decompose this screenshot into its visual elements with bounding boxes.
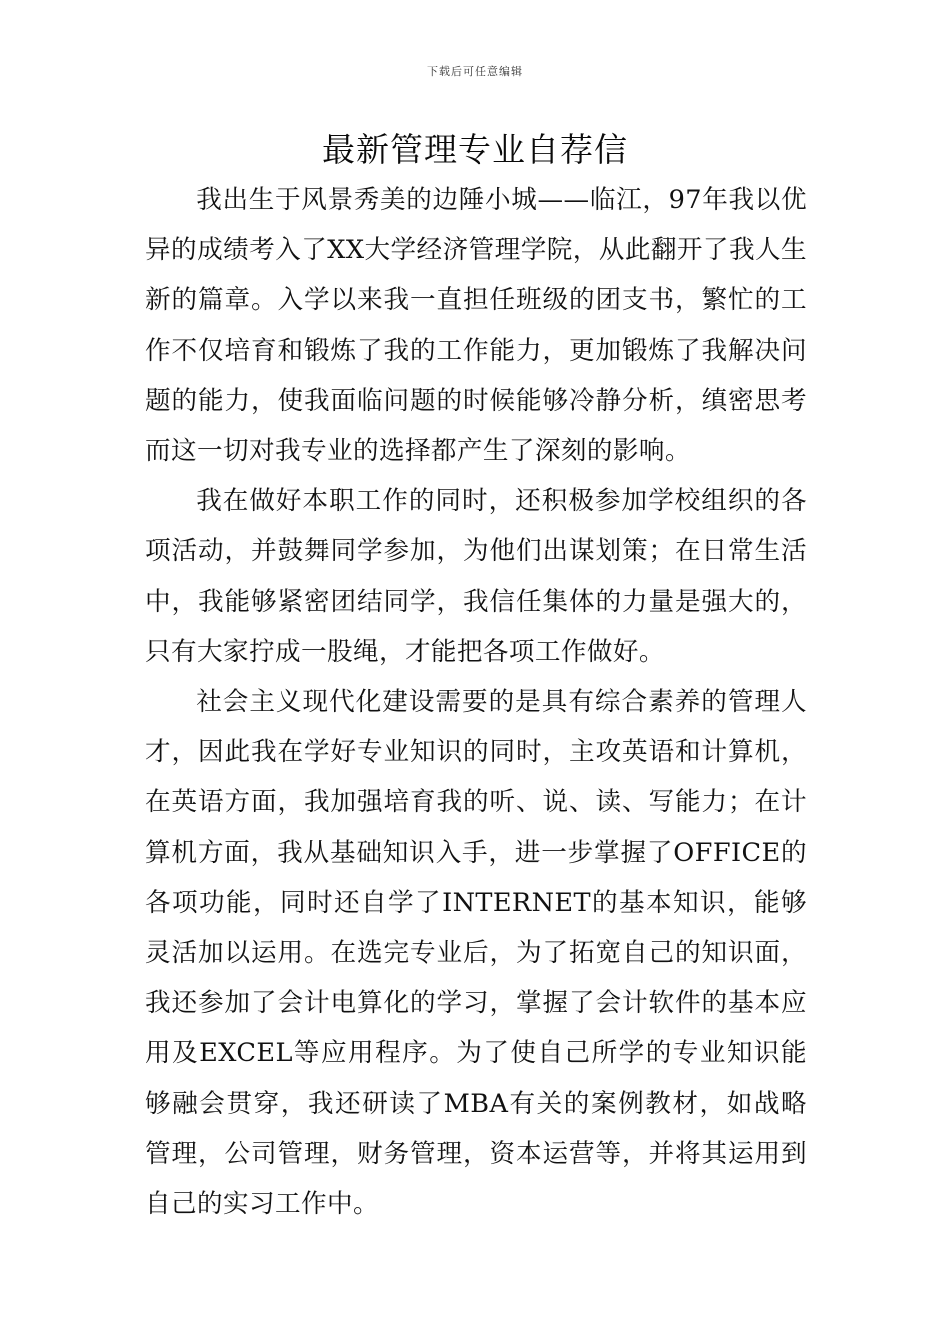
paragraph-2: 我在做好本职工作的同时，还积极参加学校组织的各项活动，并鼓舞同学参加，为他们出谋划策；在日常生活中，我能够紧密团结同学，我信任集体的力量是强大的，只有大家拧成一股绳，才能把各项工作做好。 bbox=[145, 486, 807, 667]
header-note: 下载后可任意编辑 bbox=[427, 65, 523, 78]
paragraph-1: 我出生于风景秀美的边陲小城——临江，97年我以优异的成绩考入了XX大学经济管理学院，从此翻开了我人生新的篇章。入学以来我一直担任班级的团支书，繁忙的工作不仅培育和锻炼了我的工作能力，更加锻炼了我解决问题的能力，使我面临问题的时候能够冷静分析，缜密思考而这一切对我专业的选择都产生了深刻的影响。 bbox=[145, 185, 807, 467]
document-title: 最新管理专业自荐信 bbox=[322, 130, 628, 169]
letter-body bbox=[145, 175, 807, 1229]
paragraph-3: 社会主义现代化建设需要的是具有综合素养的管理人才，因此我在学好专业知识的同时，主攻英语和计算机，在英语方面，我加强培育我的听、说、读、写能力；在计算机方面，我从基础知识入手，进一步掌握了OFFICE的各项功能，同时还自学了INTERNET的基本知识，能够灵活加以运用。在选完专业后，为了拓宽自己的知识面，我还参加了会计电算化的学习，掌握了会计软件的基本应用及EXCEL等应用程序。为了使自己所学的专业知识能够融会贯穿，我还研读了MBA有关的案例教材，如战略管理，公司管理，财务管理，资本运营等，并将其运用到自己的实习工作中。 bbox=[145, 687, 807, 1220]
